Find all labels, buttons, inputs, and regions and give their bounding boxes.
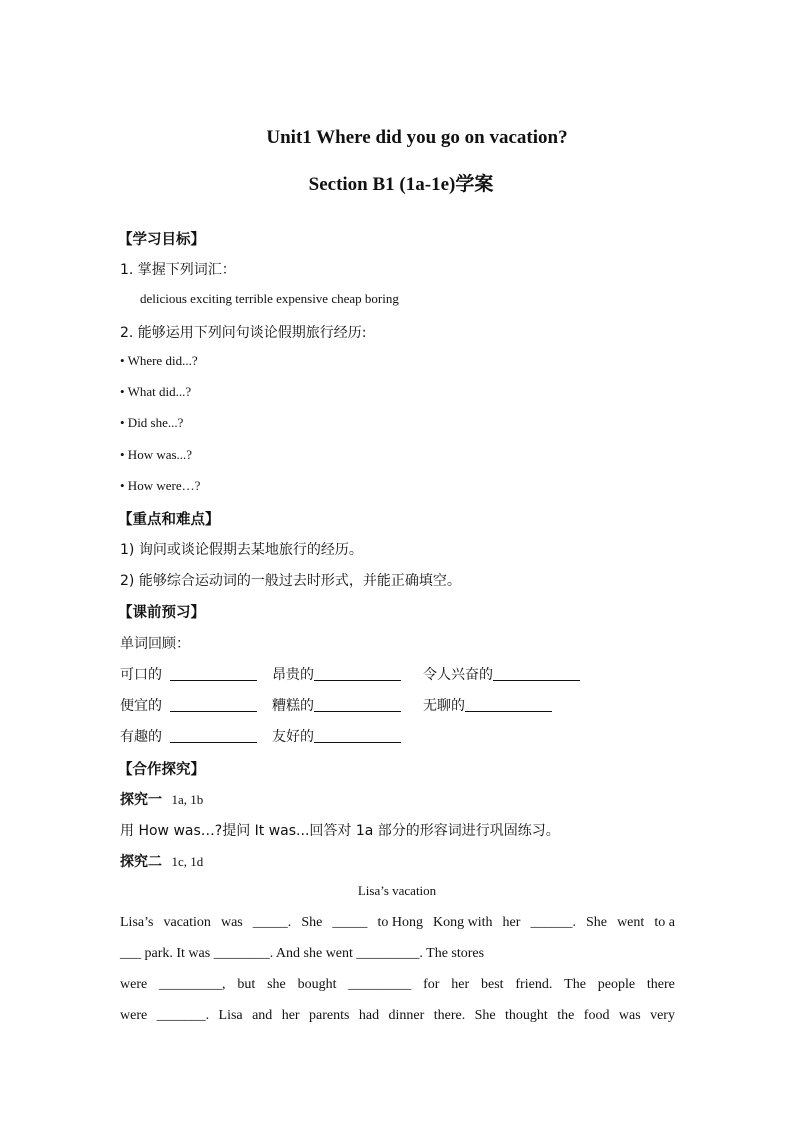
passage-word: her — [281, 1008, 300, 1023]
passage-word: people — [597, 977, 636, 992]
vocab-item — [272, 664, 401, 684]
vocab-word: 有趣的 — [120, 729, 162, 745]
bullet-what-did: • What did...? — [120, 384, 192, 399]
passage-line-2: ___ park. It was ________. And she went _________. The stores — [120, 946, 485, 961]
vocab-item — [423, 664, 580, 684]
answer-blank[interactable] — [314, 710, 401, 712]
answer-blank[interactable] — [493, 679, 580, 681]
vocab-word: 令人兴奋的 — [423, 667, 493, 683]
explore-2-line — [120, 851, 203, 871]
bullet-did-she: • Did she...? — [120, 415, 184, 430]
passage-word: her — [451, 977, 470, 992]
preview-heading: 【课前预习】 — [118, 605, 205, 621]
passage-word: had — [358, 1008, 380, 1023]
passage-word: was — [220, 915, 243, 930]
passage-word[interactable]: ______. — [530, 915, 576, 930]
objectives-heading: 【学习目标】 — [118, 232, 205, 248]
passage-word: were — [120, 1008, 148, 1023]
passage-word[interactable]: _____ — [332, 915, 368, 930]
answer-blank[interactable] — [465, 710, 552, 712]
passage-word: dinner — [388, 1008, 425, 1023]
passage-word[interactable]: _________ — [348, 977, 412, 992]
passage-word: the — [557, 1008, 575, 1023]
vocab-word: 便宜的 — [120, 698, 162, 714]
passage-line-4 — [120, 1008, 675, 1024]
vocab-item — [120, 695, 257, 715]
vocab-item — [120, 664, 257, 684]
explore-2-label: 探究二 — [120, 854, 162, 870]
explore-1-text: 用 How was…?提问 It was...回答对 1a 部分的形容词进行巩固练习。 — [120, 823, 560, 839]
explore-2-ref: 1c, 1d — [171, 854, 204, 869]
passage-word: She — [474, 1008, 496, 1023]
cooperation-heading: 【合作探究】 — [118, 762, 205, 778]
passage-word: for — [423, 977, 440, 992]
passage-word: were — [120, 977, 148, 992]
passage-line-1 — [120, 915, 675, 931]
bullet-how-was: • How was...? — [120, 447, 193, 462]
passage-word: went — [617, 915, 645, 930]
passage-word: vacation — [163, 915, 211, 930]
passage-title: Lisa’s vacation — [357, 883, 437, 898]
answer-blank[interactable] — [170, 710, 257, 712]
vocab-word: 昂贵的 — [272, 667, 314, 683]
vocab-item — [120, 726, 257, 746]
passage-words — [120, 977, 675, 993]
passage-word[interactable]: _________, — [159, 977, 226, 992]
explore-1-ref: 1a, 1b — [171, 792, 204, 807]
passage-word: food — [583, 1008, 610, 1023]
passage-words — [120, 915, 675, 931]
answer-blank[interactable] — [170, 679, 257, 681]
vocab-item — [423, 695, 552, 715]
passage-word: there — [646, 977, 675, 992]
passage-word: there. — [433, 1008, 466, 1023]
key-points-heading: 【重点和难点】 — [118, 512, 220, 528]
passage-word[interactable]: _____. — [252, 915, 292, 930]
vocab-list: delicious exciting terrible expensive cheap boring — [140, 291, 399, 306]
vocab-word: 糟糕的 — [272, 698, 314, 714]
answer-blank[interactable] — [170, 741, 257, 743]
preview-subheading: 单词回顾： — [120, 636, 190, 652]
explore-1-label: 探究一 — [120, 792, 162, 808]
explore-1-line — [120, 789, 203, 809]
passage-word: friend. — [515, 977, 553, 992]
section-title: Section B1 (1a-1e)学案 — [308, 174, 494, 195]
bullet-where-did: • Where did...? — [120, 353, 198, 368]
passage-word: was — [618, 1008, 641, 1023]
passage-word: and — [252, 1008, 273, 1023]
passage-word[interactable]: _______. — [156, 1008, 210, 1023]
passage-word: Lisa’s — [120, 915, 154, 930]
objective-item-1: 1. 掌握下列词汇： — [120, 262, 236, 278]
passage-word: to a — [654, 915, 675, 930]
vocab-item — [272, 695, 401, 715]
vocab-word: 无聊的 — [423, 698, 465, 714]
page-title: Unit1 Where did you go on vacation? — [266, 127, 568, 148]
passage-word: very — [650, 1008, 675, 1023]
objective-item-2: 2. 能够运用下列问句谈论假期旅行经历: — [120, 325, 367, 341]
vocab-word: 可口的 — [120, 667, 162, 683]
passage-word: to Hong — [377, 915, 423, 930]
passage-word: she — [267, 977, 286, 992]
passage-word: She — [301, 915, 323, 930]
passage-word: Lisa — [218, 1008, 243, 1023]
passage-word: Kong with — [432, 915, 493, 930]
passage-word: her — [502, 915, 521, 930]
passage-line-3 — [120, 977, 675, 993]
key-point-1: 1) 询问或谈论假期去某地旅行的经历。 — [120, 542, 363, 558]
passage-word: bought — [297, 977, 337, 992]
passage-word: parents — [309, 1008, 350, 1023]
key-point-2: 2) 能够综合运动词的一般过去时形式，并能正确填空。 — [120, 573, 461, 589]
passage-word: best — [481, 977, 504, 992]
answer-blank[interactable] — [314, 679, 401, 681]
passage-word: The — [564, 977, 586, 992]
vocab-word: 友好的 — [272, 729, 314, 745]
passage-words — [120, 1008, 675, 1024]
answer-blank[interactable] — [314, 741, 401, 743]
passage-word: She — [586, 915, 608, 930]
bullet-how-were: • How were…? — [120, 478, 201, 493]
vocab-item — [272, 726, 401, 746]
passage-word: thought — [505, 1008, 548, 1023]
passage-word: but — [237, 977, 256, 992]
